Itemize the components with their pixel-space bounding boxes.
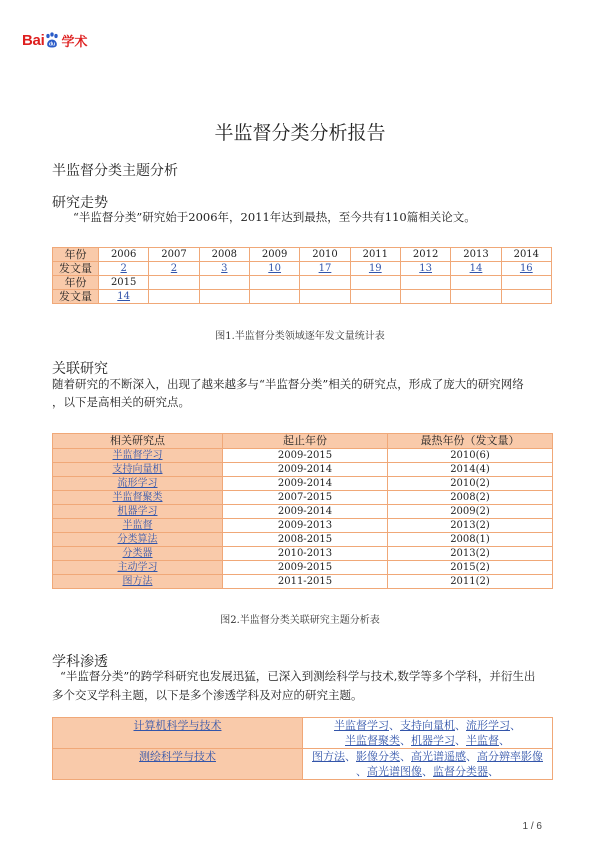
hot-cell: 2013(2) [388, 519, 553, 533]
year-cell: 2014 [501, 248, 551, 262]
header-range: 起止年份 [223, 434, 388, 449]
topic-link[interactable]: 分类器 [122, 547, 153, 559]
keyword-separator: 、 [422, 765, 433, 778]
year-row-1 [53, 248, 552, 262]
discipline-heading: 学科渗透 [52, 654, 108, 670]
keyword-cell [303, 718, 553, 749]
logo-product-text: 学术 [61, 33, 88, 49]
discipline-text-line2: 多个交叉学科主题，以下是多个渗透学科及对应的研究主题。 [52, 688, 363, 702]
count-link[interactable]: 19 [368, 262, 382, 274]
related-heading: 关联研究 [52, 361, 108, 377]
year-cell: 2015 [99, 276, 149, 290]
keyword-link[interactable]: 影像分类 [356, 750, 400, 763]
keyword-separator: 、 [466, 750, 477, 763]
keyword-separator: 、 [400, 750, 411, 763]
range-cell: 2009-2015 [223, 561, 388, 575]
header-topic: 相关研究点 [53, 434, 223, 449]
range-cell: 2011-2015 [223, 575, 388, 589]
table-row [53, 718, 553, 749]
count-link[interactable]: 2 [170, 262, 178, 274]
topic-link[interactable]: 分类算法 [117, 533, 158, 545]
range-cell: 2009-2014 [223, 505, 388, 519]
count-link[interactable]: 14 [117, 290, 131, 302]
table-row [53, 449, 553, 463]
keyword-separator: 、 [499, 734, 510, 747]
hot-cell: 2010(2) [388, 477, 553, 491]
year-label: 年份 [53, 248, 99, 262]
keyword-link[interactable]: 支持向量机 [400, 719, 455, 732]
topic-link[interactable]: 半监督学习 [112, 449, 163, 461]
topic-link[interactable]: 主动学习 [117, 561, 158, 573]
range-cell: 2007-2015 [223, 491, 388, 505]
publication-count-table [52, 247, 552, 304]
year-cell: 2010 [300, 248, 350, 262]
table-row [53, 749, 553, 780]
hot-cell: 2014(4) [388, 463, 553, 477]
paw-label: du [49, 41, 56, 48]
table-row [53, 575, 553, 589]
keyword-link[interactable]: 图方法 [312, 750, 345, 763]
topic-link[interactable]: 流形学习 [117, 477, 158, 489]
trend-heading: 研究走势 [52, 195, 108, 211]
hot-cell: 2013(2) [388, 547, 553, 561]
range-cell: 2008-2015 [223, 533, 388, 547]
keyword-separator: 、 [488, 765, 499, 778]
keyword-separator: 、 [455, 719, 466, 732]
keyword-separator: 、 [389, 719, 400, 732]
hot-cell: 2009(2) [388, 505, 553, 519]
keyword-link[interactable]: 高分辨率影像 [477, 750, 543, 763]
year-cell: 2008 [199, 248, 249, 262]
keyword-line [305, 749, 550, 764]
report-title: 半监督分类分析报告 [214, 122, 386, 144]
keyword-link[interactable]: 半监督聚类 [345, 734, 400, 747]
header-hot: 最热年份（发文量） [388, 434, 553, 449]
keyword-link[interactable]: 高光谱图像 [367, 765, 422, 778]
count-label: 发文量 [53, 290, 99, 304]
keyword-line [305, 764, 550, 779]
range-cell: 2009-2014 [223, 463, 388, 477]
keyword-separator: 、 [455, 734, 466, 747]
count-link[interactable]: 13 [419, 262, 432, 274]
table-row [53, 561, 553, 575]
hot-cell: 2008(2) [388, 491, 553, 505]
year-cell: 2013 [451, 248, 501, 262]
year-cell: 2011 [350, 248, 400, 262]
table-row [53, 505, 553, 519]
table-row [53, 477, 553, 491]
count-link[interactable]: 10 [268, 262, 282, 274]
count-link[interactable]: 3 [221, 262, 228, 274]
hot-cell: 2011(2) [388, 575, 553, 589]
table-row [53, 533, 553, 547]
table-row [53, 519, 553, 533]
keyword-separator: 、 [345, 750, 356, 763]
count-link[interactable]: 16 [519, 262, 533, 274]
range-cell: 2009-2015 [223, 449, 388, 463]
topic-link[interactable]: 图方法 [122, 575, 153, 587]
count-label: 发文量 [53, 262, 99, 276]
discipline-text-line1: “半监督分类”的跨学科研究也发展迅猛，已深入到测绘科学与技术,数学等多个学科，并衍生出 [60, 669, 536, 683]
keyword-line [305, 733, 550, 748]
figure2-caption: 图2.半监督分类关联研究主题分析表 [220, 615, 380, 626]
year-cell: 2009 [249, 248, 299, 262]
year-row-2 [53, 276, 552, 290]
keyword-link[interactable]: 流形学习 [466, 719, 510, 732]
topic-link[interactable]: 半监督聚类 [112, 491, 163, 503]
count-row-1 [53, 262, 552, 276]
section-main-heading: 半监督分类主题分析 [52, 163, 178, 179]
keyword-separator: 、 [356, 765, 367, 778]
keyword-link[interactable]: 高光谱遥感 [411, 750, 466, 763]
table-row [53, 463, 553, 477]
keyword-link[interactable]: 机器学习 [411, 734, 455, 747]
hot-cell: 2010(6) [388, 449, 553, 463]
topic-link[interactable]: 支持向量机 [112, 463, 163, 475]
topic-link[interactable]: 机器学习 [117, 505, 158, 517]
keyword-separator: 、 [400, 734, 411, 747]
count-link[interactable]: 17 [318, 262, 332, 274]
trend-text: “半监督分类”研究始于2006年，2011年达到最热，至今共有110篇相关论文。 [73, 210, 476, 224]
related-table-header [53, 434, 553, 449]
range-cell: 2009-2014 [223, 477, 388, 491]
related-text-line1: 随着研究的不断深入，出现了越来越多与“半监督分类”相关的研究点，形成了庞大的研究网络 [52, 377, 524, 391]
keyword-link[interactable]: 监督分类器 [433, 765, 488, 778]
figure1-caption: 图1.半监督分类领域逐年发文量统计表 [215, 331, 385, 342]
page-number: 1 / 6 [522, 821, 542, 832]
keyword-cell [303, 749, 553, 780]
logo-brand-text: Bai [22, 31, 45, 49]
subject-link[interactable]: 计算机科学与技术 [53, 718, 303, 749]
baidu-xueshu-logo [22, 30, 87, 50]
year-cell: 2007 [149, 248, 199, 262]
count-link[interactable]: 14 [469, 262, 483, 274]
hot-cell: 2015(2) [388, 561, 553, 575]
related-text-line2: ，以下是高相关的研究点。 [52, 395, 190, 409]
table-row [53, 491, 553, 505]
table-row [53, 547, 553, 561]
year-cell: 2012 [400, 248, 450, 262]
keyword-link[interactable]: 半监督 [466, 734, 499, 747]
subject-link[interactable]: 测绘科学与技术 [53, 749, 303, 780]
discipline-table [52, 717, 553, 780]
range-cell: 2010-2013 [223, 547, 388, 561]
range-cell: 2009-2013 [223, 519, 388, 533]
topic-link[interactable]: 半监督 [122, 519, 153, 531]
year-label: 年份 [53, 276, 99, 290]
year-cell: 2006 [99, 248, 149, 262]
keyword-link[interactable]: 半监督学习 [334, 719, 389, 732]
count-row-2 [53, 290, 552, 304]
keyword-line [305, 718, 550, 733]
keyword-separator: 、 [510, 719, 521, 732]
related-topics-table [52, 433, 553, 589]
hot-cell: 2008(1) [388, 533, 553, 547]
paw-icon [45, 32, 59, 48]
count-link[interactable]: 2 [120, 262, 127, 274]
